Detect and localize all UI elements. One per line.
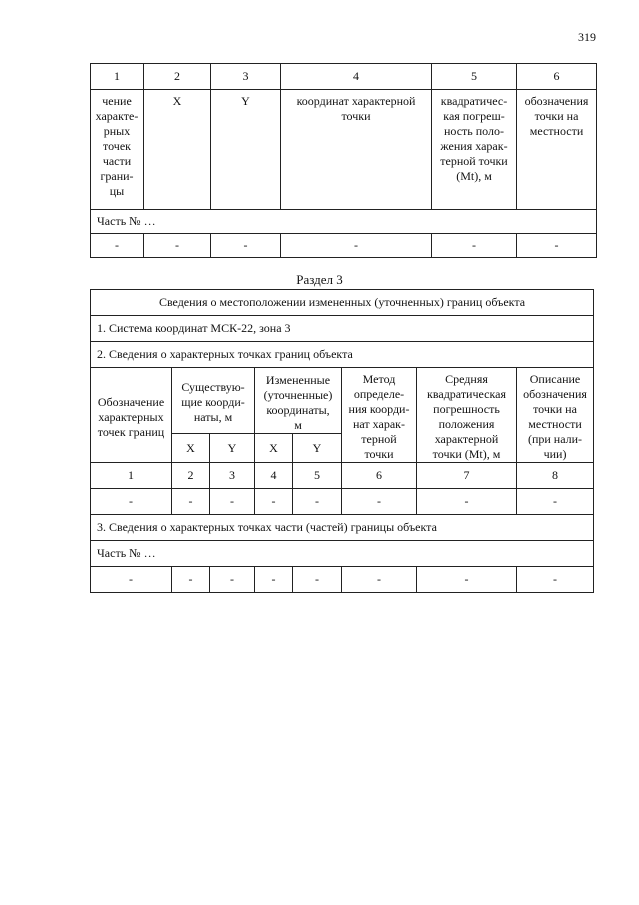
column-number-row xyxy=(91,463,594,489)
page-number: 319 xyxy=(578,30,596,44)
part-row xyxy=(91,541,594,567)
dash-cell: - xyxy=(432,234,517,258)
section-title: Раздел 3 xyxy=(296,272,343,287)
dash-cell: - xyxy=(293,489,342,515)
xy-cell: X xyxy=(172,434,210,463)
dash-cell: - xyxy=(255,567,293,593)
dash-cell: - xyxy=(211,234,281,258)
dash-cell: - xyxy=(342,489,417,515)
header-cell xyxy=(342,368,417,463)
col-number-cell: 3 xyxy=(211,64,281,90)
col-number-cell: 1 xyxy=(91,463,172,489)
table-title-row xyxy=(91,290,594,316)
xy-cell: X xyxy=(255,434,293,463)
col-number-cell: 4 xyxy=(281,64,432,90)
part-label: Часть № … xyxy=(91,541,594,567)
dash-cell: - xyxy=(172,567,210,593)
col-number-cell: 2 xyxy=(144,64,211,90)
dash-row xyxy=(91,567,594,593)
column-header-row xyxy=(91,368,594,434)
body-cell xyxy=(517,90,597,210)
coordinate-system-label: 1. Система координат МСК-22, зона 3 xyxy=(91,316,594,342)
col-number-cell: 7 xyxy=(417,463,517,489)
header-text: Описание обозначения точки на местности (при нали- чии) xyxy=(523,372,587,461)
part-label: Часть № … xyxy=(91,210,597,234)
table-title: Сведения о местоположении измененных (уточненных) границ объекта xyxy=(91,290,594,316)
header-cell xyxy=(255,368,342,434)
dash-cell: - xyxy=(417,567,517,593)
dash-cell: - xyxy=(255,489,293,515)
body-cell-text: X xyxy=(172,94,182,108)
dash-cell: - xyxy=(417,489,517,515)
part-row xyxy=(91,210,597,234)
dash-cell: - xyxy=(91,567,172,593)
part-points-label: 3. Сведения о характерных точках части (частей) границы объекта xyxy=(91,515,594,541)
table-section-3 xyxy=(90,289,594,593)
col-number-cell: 5 xyxy=(293,463,342,489)
header-text: Обозначение характерных точек границ xyxy=(97,394,165,439)
body-cell-text: чение характе- рных точек части грани- цы xyxy=(95,94,139,198)
header-cell xyxy=(172,368,255,434)
table-header-row xyxy=(91,64,597,90)
body-cell xyxy=(91,90,144,210)
dash-cell: - xyxy=(281,234,432,258)
part-points-row xyxy=(91,515,594,541)
header-text: Метод определе- ния коорди- нат харак- терной точки xyxy=(348,372,410,461)
table-continuation xyxy=(90,63,597,258)
dash-cell: - xyxy=(517,489,594,515)
dash-cell: - xyxy=(342,567,417,593)
body-cell xyxy=(281,90,432,210)
points-info-row xyxy=(91,342,594,368)
body-cell xyxy=(144,90,211,210)
body-cell-text: квадратичес- кая погреш- ность поло- жения харак- терной точки (Mt), м xyxy=(440,94,508,183)
dash-cell: - xyxy=(293,567,342,593)
dash-cell: - xyxy=(91,489,172,515)
body-cell-text: координат характерной точки xyxy=(296,94,416,123)
dash-row xyxy=(91,234,597,258)
dash-cell: - xyxy=(91,234,144,258)
coordinate-system-row xyxy=(91,316,594,342)
header-text: Измененные (уточненные) координаты, м xyxy=(263,372,333,432)
header-cell xyxy=(517,368,594,463)
body-cell xyxy=(432,90,517,210)
header-text: Средняя квадратическая погрешность положения характерной точки (Mt), м xyxy=(427,372,506,461)
body-cell-text: обозначения точки на местности xyxy=(524,94,589,138)
dash-cell: - xyxy=(172,489,210,515)
col-number-cell: 4 xyxy=(255,463,293,489)
col-number-cell: 3 xyxy=(210,463,255,489)
xy-cell: Y xyxy=(210,434,255,463)
xy-cell: Y xyxy=(293,434,342,463)
header-text: Существую- щие коорди- наты, м xyxy=(181,380,245,425)
header-cell xyxy=(417,368,517,463)
header-cell xyxy=(91,368,172,463)
dash-cell: - xyxy=(517,567,594,593)
points-info-label: 2. Сведения о характерных точках границ объекта xyxy=(91,342,594,368)
dash-cell: - xyxy=(144,234,211,258)
col-number-cell: 2 xyxy=(172,463,210,489)
body-cell xyxy=(211,90,281,210)
dash-cell: - xyxy=(210,567,255,593)
col-number-cell: 5 xyxy=(432,64,517,90)
col-number-cell: 1 xyxy=(91,64,144,90)
col-number-cell: 6 xyxy=(517,64,597,90)
col-number-cell: 8 xyxy=(517,463,594,489)
dash-cell: - xyxy=(517,234,597,258)
body-cell-text: Y xyxy=(241,94,250,108)
dash-row xyxy=(91,489,594,515)
table-body-row xyxy=(91,90,597,210)
col-number-cell: 6 xyxy=(342,463,417,489)
dash-cell: - xyxy=(210,489,255,515)
